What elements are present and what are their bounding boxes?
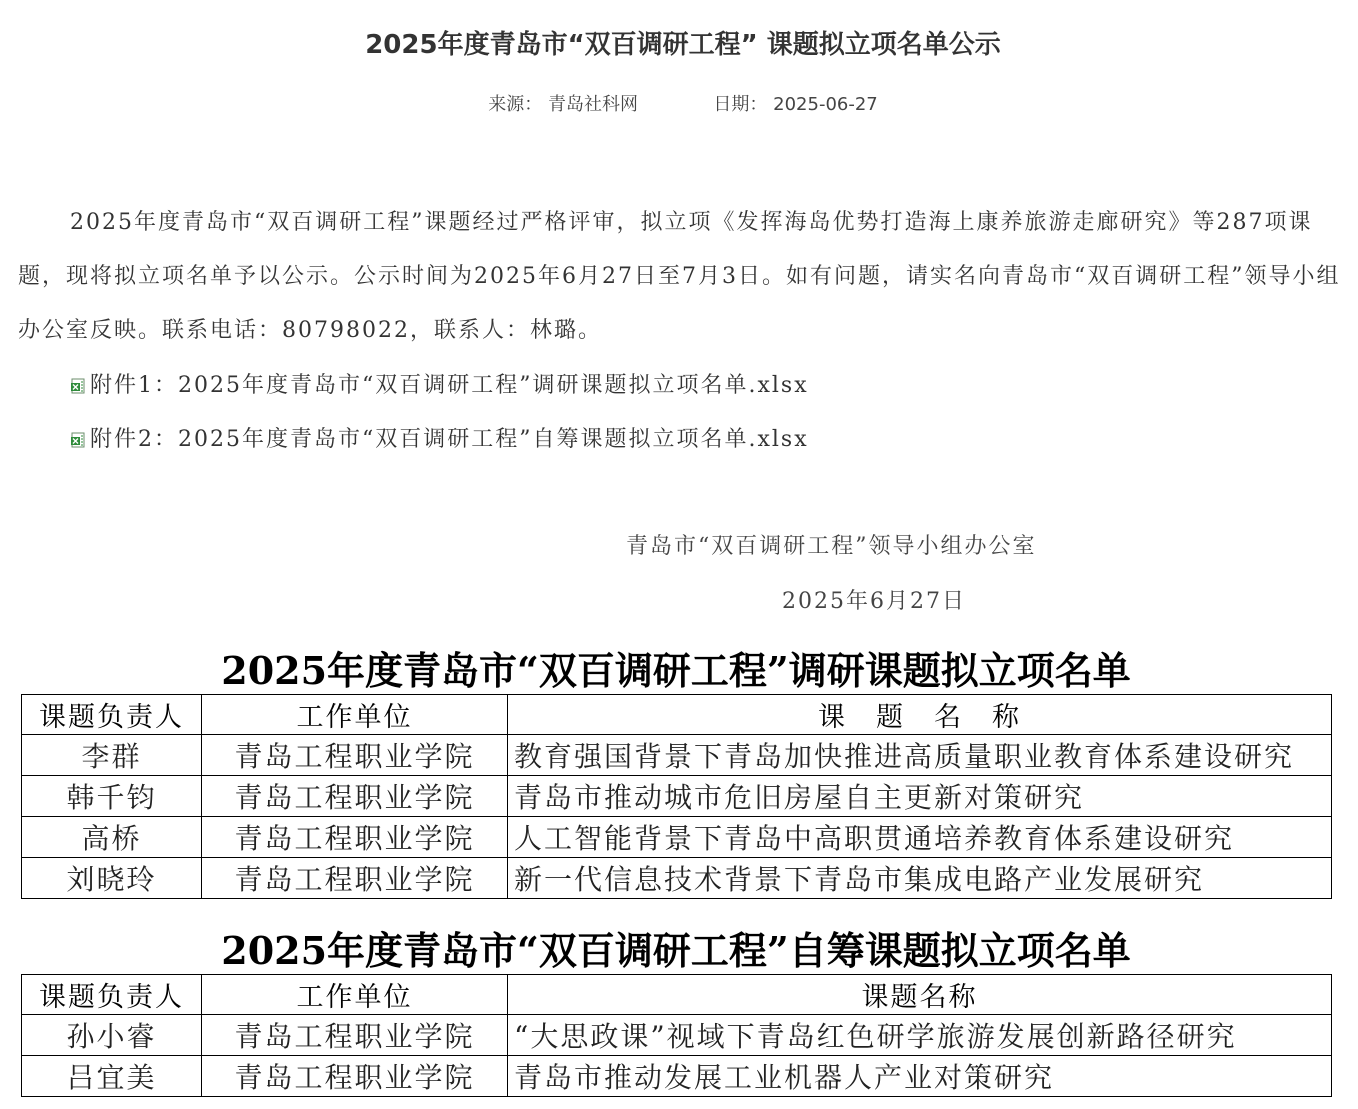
attachment-1-link[interactable]: 附件1：2025年度青岛市“双百调研工程”调研课题拟立项名单.xlsx <box>90 373 809 398</box>
topic-cell: 教育强国背景下青岛加快推进高质量职业教育体系建设研究 <box>508 735 1332 776</box>
source-value: 青岛社科网 <box>547 94 638 115</box>
header-topic: 课题名称 <box>508 975 1332 1015</box>
article-meta <box>0 90 1358 116</box>
topic-cell: 新一代信息技术背景下青岛市集成电路产业发展研究 <box>508 858 1332 899</box>
date-label: 日期： <box>713 94 768 115</box>
topic-cell: 人工智能背景下青岛中高职贯通培养教育体系建设研究 <box>508 817 1332 858</box>
research-projects-table <box>21 694 1332 899</box>
leader-cell: 韩千钧 <box>22 776 202 817</box>
article-title: 2025年度青岛市“双百调研工程” 课题拟立项名单公示 <box>365 30 1001 60</box>
attachment-2-link[interactable]: 附件2：2025年度青岛市“双百调研工程”自筹课题拟立项名单.xlsx <box>90 427 809 452</box>
unit-cell: 青岛工程职业学院 <box>202 776 508 817</box>
leader-cell: 刘晓玲 <box>22 858 202 899</box>
signature-date: 2025年6月27日 <box>782 589 966 614</box>
header-unit: 工作单位 <box>202 695 508 735</box>
table1-title: 2025年度青岛市“双百调研工程”调研课题拟立项名单 <box>221 648 1131 693</box>
unit-cell: 青岛工程职业学院 <box>202 735 508 776</box>
attachment-1[interactable] <box>70 368 809 399</box>
table-header-row <box>22 695 1332 735</box>
unit-cell: 青岛工程职业学院 <box>202 817 508 858</box>
table-row <box>22 1056 1332 1097</box>
header-unit: 工作单位 <box>202 975 508 1015</box>
header-leader: 课题负责人 <box>22 975 202 1015</box>
unit-cell: 青岛工程职业学院 <box>202 1015 508 1056</box>
excel-file-icon <box>70 432 86 448</box>
topic-cell: 青岛市推动城市危旧房屋自主更新对策研究 <box>508 776 1332 817</box>
topic-cell: 青岛市推动发展工业机器人产业对策研究 <box>508 1056 1332 1097</box>
header-topic: 课 题 名 称 <box>508 695 1332 735</box>
table-row <box>22 735 1332 776</box>
table2-title: 2025年度青岛市“双百调研工程”自筹课题拟立项名单 <box>221 928 1131 973</box>
leader-cell: 李群 <box>22 735 202 776</box>
excel-file-icon <box>70 378 86 394</box>
leader-cell: 吕宜美 <box>22 1056 202 1097</box>
leader-cell: 孙小睿 <box>22 1015 202 1056</box>
signature-org: 青岛市“双百调研工程”领导小组办公室 <box>626 534 1037 559</box>
unit-cell: 青岛工程职业学院 <box>202 858 508 899</box>
date-value: 2025-06-27 <box>773 94 878 115</box>
topic-cell: “大思政课”视域下青岛红色研学旅游发展创新路径研究 <box>508 1015 1332 1056</box>
source-label: 来源： <box>488 94 543 115</box>
table-header-row <box>22 975 1332 1015</box>
article-body: 2025年度青岛市“双百调研工程”课题经过严格评审，拟立项《发挥海岛优势打造海上康养旅游走廊研究》等287项课题，现将拟立项名单予以公示。公示时间为2025年6月27日至7月3日。如有问题，请实名向青岛市“双百调研工程”领导小组办公室反映。联系电话：80798022，联系人：林璐。 <box>18 210 1341 343</box>
table-row <box>22 776 1332 817</box>
unit-cell: 青岛工程职业学院 <box>202 1056 508 1097</box>
table-row <box>22 858 1332 899</box>
leader-cell: 高桥 <box>22 817 202 858</box>
header-leader: 课题负责人 <box>22 695 202 735</box>
attachment-2[interactable] <box>70 422 809 453</box>
self-funded-projects-table <box>21 974 1332 1097</box>
table-row <box>22 817 1332 858</box>
table-row <box>22 1015 1332 1056</box>
